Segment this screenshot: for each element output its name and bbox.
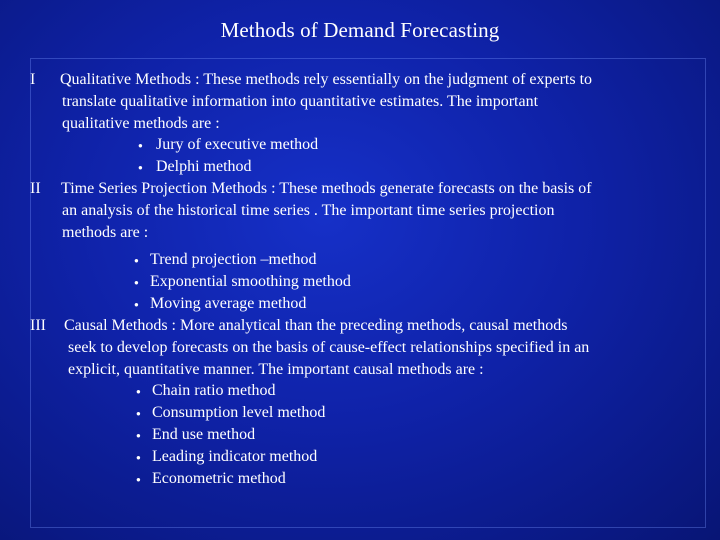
- bullet-icon: ●: [138, 163, 143, 172]
- section-numeral-2: II: [30, 180, 41, 197]
- section-3-bullet-1: Chain ratio method: [152, 382, 276, 399]
- section-2-bullet-1: Trend projection –method: [150, 251, 317, 268]
- bullet-icon: ●: [134, 300, 139, 309]
- section-3-bullet-2: Consumption level method: [152, 404, 326, 421]
- bullet-icon: ●: [136, 387, 141, 396]
- slide-title: Methods of Demand Forecasting: [220, 18, 500, 42]
- bullet-icon: ●: [136, 475, 141, 484]
- bullet-icon: ●: [136, 409, 141, 418]
- section-1-line-1: Qualitative Methods : These methods rely essentially on the judgment of experts to: [60, 71, 593, 88]
- section-2-bullet-3: Moving average method: [150, 295, 307, 312]
- section-1-line-2: translate qualitative information into quantitative estimates. The important: [62, 93, 539, 110]
- section-2-bullet-2: Exponential smoothing method: [150, 273, 351, 290]
- section-3-bullet-4: Leading indicator method: [152, 448, 318, 465]
- bullet-icon: ●: [136, 431, 141, 440]
- section-1-bullet-1: Jury of executive method: [156, 136, 319, 153]
- section-1-bullet-2: Delphi method: [156, 158, 252, 175]
- section-3-line-3: explicit, quantitative manner. The important causal methods are :: [68, 361, 484, 378]
- section-3-bullet-5: Econometric method: [152, 470, 286, 487]
- bullet-icon: ●: [138, 141, 143, 150]
- section-3-line-2: seek to develop forecasts on the basis of cause-effect relationships specified in an: [68, 339, 590, 356]
- section-2-line-1: Time Series Projection Methods : These methods generate forecasts on the basis of: [61, 180, 592, 197]
- section-numeral-3: III: [30, 317, 46, 334]
- section-1-line-3: qualitative methods are :: [62, 115, 220, 132]
- section-2-line-3: methods are :: [62, 224, 149, 241]
- bullet-icon: ●: [134, 256, 139, 265]
- section-3-bullet-3: End use method: [152, 426, 256, 443]
- bullet-icon: ●: [134, 278, 139, 287]
- section-3-line-1: Causal Methods : More analytical than the preceding methods, causal methods: [64, 317, 568, 334]
- section-2-line-2: an analysis of the historical time series . The important time series projection: [62, 202, 555, 219]
- section-numeral-1: I: [30, 71, 36, 88]
- bullet-icon: ●: [136, 453, 141, 462]
